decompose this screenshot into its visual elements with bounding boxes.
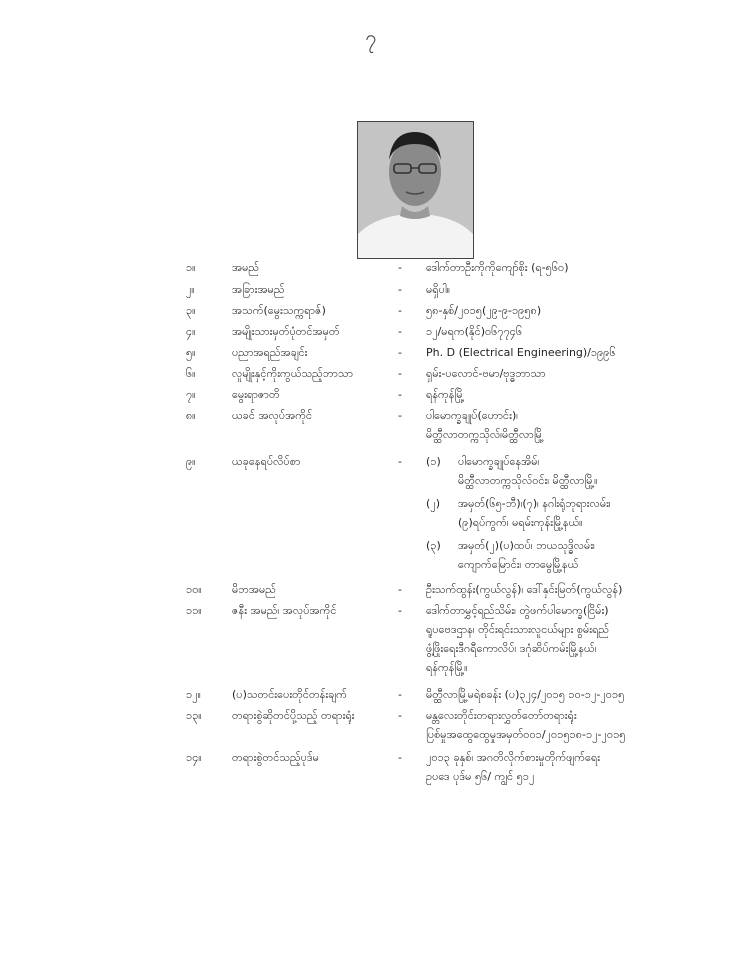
row-dash: - (398, 325, 402, 338)
row-label: တရားစွဲဆိုတင်ပို့သည့် တရားရုံး (232, 709, 355, 722)
row-number: ၁၄။ (186, 751, 202, 764)
row-label: လူမျိုးနှင့်ကိုးကွယ်သည့်ဘာသာ (232, 367, 354, 380)
row-label: အခြားအမည် (232, 283, 285, 296)
value-line: (၉)ရပ်ကွက်၊ မရမ်းကုန်းမြို့နယ်။ (458, 516, 583, 529)
row-number: ၇။ (186, 388, 196, 401)
value-line: ဖွံ့ဖြိုးရေးဒီဂရီကောလိပ်၊ ဒဂုံဆိပ်ကမ်းမြို့နယ်၊ (426, 642, 597, 655)
row-number: ၁၂။ (186, 688, 201, 701)
row-value (426, 748, 726, 786)
row-number: ၉။ (186, 455, 196, 468)
row-value (426, 685, 726, 704)
value-line: မိတ္ထီလာမြို့မရဲစခန်း (ပ)၃၂၄/၂၀၁၅ ၁၀-၁၂-၂၀၁၅ (426, 688, 625, 701)
row-label: မွေးရာဇာတိ (232, 388, 280, 401)
value-line: ဥပဒေ ပုဒ်မ ၅၆/ ကျွင် ၅၁၂ (426, 770, 535, 783)
row-value (426, 406, 676, 444)
value-line: Ph. D (Electrical Engineering)/၁၉၉၆ (426, 346, 616, 359)
row-dash: - (398, 604, 402, 617)
value-line: ဦးသက်ထွန်း(ကွယ်လွန်)၊ ဒေါ်နှင်းမြတ်(ကွယ်လွန်) (426, 583, 623, 596)
value-line: ဒေါက်တာမွှင့်ရည်သိမ်း၊ တွဲဖက်ပါမောက္ခ(ငြိမ်း) (426, 604, 609, 617)
portrait-photo-image (358, 122, 473, 258)
address-subitem-mark: (၃) (426, 539, 441, 552)
row-dash: - (398, 283, 402, 296)
row-value (426, 280, 676, 299)
row-dash: - (398, 709, 402, 722)
address-subitem-text (458, 452, 678, 490)
row-number: ၁၁။ (186, 604, 202, 617)
value-line: ၅၈-နှစ်/၂၀၁၅(၂၉-၉-၁၉၅၈) (426, 304, 542, 317)
value-line: ၂၀၁၃ ခုနှစ်၊ အဂတိလိုက်စားမှုတိုက်ဖျက်ရေး (426, 751, 601, 764)
value-line: ပြစ်မှုအထွေထွေမှုအမှတ်၀၀၁/၂၀၁၅၁၈-၁၂-၂၀၁၅ (426, 728, 626, 741)
address-subitem-mark: (၁) (426, 455, 441, 468)
row-dash: - (398, 751, 402, 764)
row-dash: - (398, 409, 402, 422)
row-label: အမျိုးသားမှတ်ပုံတင်အမှတ် (232, 325, 340, 338)
row-value (426, 580, 726, 599)
row-label: ပညာအရည်အချင်း (232, 346, 308, 359)
row-label: တရားစွဲတင်သည့်ပုဒ်မ (232, 751, 319, 764)
row-number: ၃။ (186, 304, 196, 317)
row-label: ယခင် အလုပ်အကိုင် (232, 409, 313, 422)
row-dash: - (398, 583, 402, 596)
row-dash: - (398, 367, 402, 380)
row-number: ၁၀။ (186, 583, 202, 596)
row-number: ၂။ (186, 283, 195, 296)
value-line: မိတ္ထီလာတက္ကသိုလ်ဝင်း၊ မိတ္ထီလာမြို့။ (458, 474, 598, 487)
value-line: ကျောက်မြောင်း၊ တာမွေမြို့နယ် (458, 558, 579, 571)
row-dash: - (398, 388, 402, 401)
row-value (426, 364, 676, 383)
row-dash: - (398, 688, 402, 701)
row-dash: - (398, 455, 402, 468)
row-number: ၆။ (186, 367, 196, 380)
value-line: ပါမောက္ခချုပ်နေအိမ်၊ (458, 455, 540, 468)
value-line: ရူပဗေဒဌာန၊ တိုင်းရင်းသားလူငယ်များ စွမ်းရည် (426, 623, 610, 636)
row-label: အမည် (232, 261, 260, 274)
row-label: ယခုနေရပ်လိပ်စာ (232, 455, 301, 468)
portrait-photo (357, 121, 474, 259)
row-dash: - (398, 304, 402, 317)
row-label: အသက်(မွေးသက္ကရာဇ်) (232, 304, 326, 317)
row-number: ၁။ (186, 261, 196, 274)
address-subitem-mark: (၂) (426, 497, 440, 510)
row-value (426, 601, 676, 677)
row-value (426, 301, 676, 320)
value-line: အမှတ်(၆၅-ဘီ)၊(၇)၊ နဂါးရုံဘုရားလမ်း၊ (458, 497, 611, 510)
row-value (426, 343, 676, 362)
value-line: မိတ္ထီလာတက္ကသိုလ်၊မိတ္ထီလာမြို့ (426, 428, 544, 441)
row-label: မိဘအမည် (232, 583, 276, 596)
address-subitem-text (458, 536, 678, 574)
value-line: မန္တလေးတိုင်းတရားလွှတ်တော်တရားရုံး (426, 709, 577, 722)
value-line: ပါမောက္ခချုပ်(ဟောင်း)၊ (426, 409, 518, 422)
row-label: ဇနီး အမည်၊ အလုပ်အကိုင် (232, 604, 337, 617)
row-value (426, 322, 676, 341)
value-line: ဒေါက်တာဦးကိုကိုကျော်စိုး (ရ-၅၆၀) (426, 261, 569, 274)
row-number: ၈။ (186, 409, 196, 422)
value-line: အမှတ်(၂)(ပ)ထပ်၊ ဘယသုဒ္ဓိလမ်း၊ (458, 539, 595, 552)
row-dash: - (398, 261, 402, 274)
value-line: ရန်ကုန်မြို့။ (426, 661, 468, 674)
value-line: မရှိပါ။ (426, 283, 451, 296)
row-number: ၁၃။ (186, 709, 202, 722)
row-dash: - (398, 346, 402, 359)
row-number: ၄။ (186, 325, 196, 338)
value-line: ၁၂/မရက(နိုင်)၀၆၇၇၄၆ (426, 325, 523, 338)
row-value (426, 385, 676, 404)
row-value (426, 706, 726, 744)
address-subitem-text (458, 494, 678, 532)
value-line: ရှမ်း-ပလောင်-ဗမာ/ဗုဒ္ဓဘာသာ (426, 367, 546, 380)
row-number: ၅။ (186, 346, 196, 359)
row-value (426, 258, 676, 277)
value-line: ရန်ကုန်မြို့ (426, 388, 465, 401)
page-number: ၇ (365, 25, 377, 49)
row-label: (ပ)သတင်းပေးတိုင်တန်းချက် (232, 688, 347, 701)
